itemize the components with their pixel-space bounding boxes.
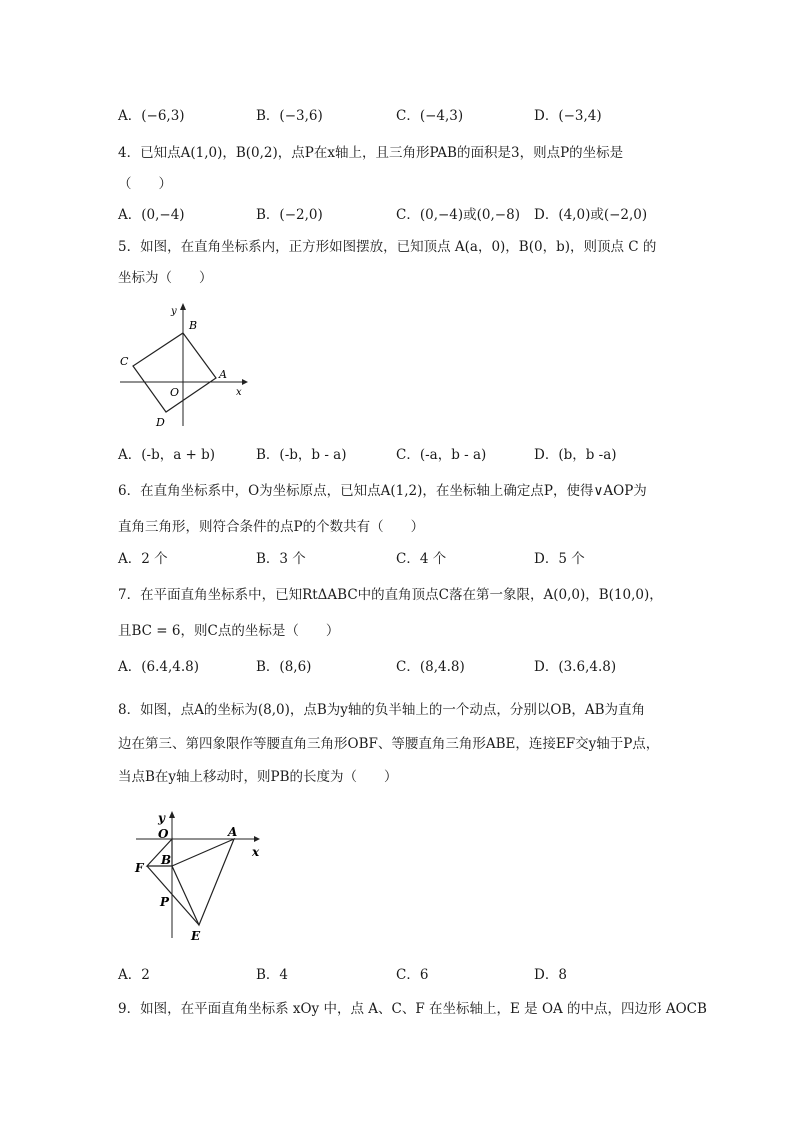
q9-stem-line1: 9．如图，在平面直角坐标系 xOy 中，点 A、C、F 在坐标轴上，E 是 OA 的中点，四边形 AOCB bbox=[118, 1001, 707, 1017]
q8-option-d: D．8 bbox=[534, 967, 567, 983]
q7-stem-line2: 且BC = 6，则C点的坐标是（ ） bbox=[118, 623, 340, 639]
q7-option-a: A．(6.4,4.8) bbox=[118, 659, 200, 675]
q6-option-a: A．2 个 bbox=[118, 551, 168, 567]
q8-label-e: E bbox=[191, 929, 201, 943]
q8-label-b: B bbox=[161, 853, 172, 867]
q4-option-d: D．(4,0)或(−2,0) bbox=[534, 207, 648, 223]
q5-option-d: D．(b，b -a) bbox=[534, 447, 617, 463]
q8-figure-triangles bbox=[128, 808, 268, 943]
q7-stem-line1: 7．在平面直角坐标系中，已知RtΔABC中的直角顶点C落在第一象限，A(0,0)，B(10,0)， bbox=[118, 587, 663, 603]
q5-label-b: B bbox=[189, 319, 198, 332]
q5-label-o: O bbox=[170, 386, 180, 399]
q3-option-b: B．(−3,6) bbox=[256, 108, 323, 124]
q4-option-a: A．(0,−4) bbox=[118, 207, 185, 223]
q5-option-c: C．(-a，b - a) bbox=[396, 447, 487, 463]
q8-label-x: x bbox=[252, 845, 260, 859]
q5-label-a: A bbox=[219, 368, 227, 381]
q5-option-b: B．(-b，b - a) bbox=[256, 447, 347, 463]
q4-stem-line2: （ ） bbox=[118, 176, 172, 192]
q5-y-axis-arrow bbox=[180, 303, 186, 310]
q5-label-x: x bbox=[236, 387, 242, 398]
q8-x-axis-arrow bbox=[254, 836, 260, 842]
q5-option-a: A．(-b，a + b) bbox=[118, 447, 216, 463]
q8-stem-line1: 8．如图，点A的坐标为(8,0)，点B为y轴的负半轴上的一个动点，分别以OB，AB为直角 bbox=[118, 702, 646, 718]
q6-option-c: C．4 个 bbox=[396, 551, 447, 567]
q5-stem-line2: 坐标为（ ） bbox=[118, 270, 213, 286]
q8-label-y: y bbox=[158, 811, 165, 825]
q5-label-y: y bbox=[171, 306, 177, 317]
q6-stem-line2: 直角三角形，则符合条件的点P的个数共有（ ） bbox=[118, 519, 425, 535]
q8-label-a: A bbox=[228, 825, 238, 839]
q5-stem-line1: 5．如图，在直角坐标系内，正方形如图摆放，已知顶点 A(a，0)，B(0，b)，则顶点 C 的 bbox=[118, 239, 657, 255]
q6-option-b: B．3 个 bbox=[256, 551, 306, 567]
q3-option-d: D．(−3,4) bbox=[534, 108, 602, 124]
q8-y-axis-arrow bbox=[169, 811, 175, 818]
q5-square bbox=[133, 333, 216, 412]
q8-label-f: F bbox=[135, 861, 144, 875]
q5-label-c: C bbox=[120, 355, 129, 368]
q8-option-b: B．4 bbox=[256, 967, 289, 983]
q7-option-b: B．(8,6) bbox=[256, 659, 312, 675]
q5-x-axis-arrow bbox=[242, 379, 248, 385]
q8-stem-line2: 边在第三、第四象限作等腰直角三角形OBF、等腰直角三角形ABE，连接EF交y轴于P点， bbox=[118, 736, 660, 752]
q4-stem-line1: 4．已知点A(1,0)，B(0,2)，点P在x轴上，且三角形PAB的面积是3，则点P的坐标是 bbox=[118, 145, 624, 161]
q4-option-b: B．(−2,0) bbox=[256, 207, 323, 223]
q5-label-d: D bbox=[156, 416, 165, 429]
q7-option-d: D．(3.6,4.8) bbox=[534, 659, 617, 675]
q3-option-a: A．(−6,3) bbox=[118, 108, 185, 124]
q8-triangle-abe bbox=[172, 839, 234, 925]
q8-option-c: C．6 bbox=[396, 967, 429, 983]
q8-option-a: A．2 bbox=[118, 967, 150, 983]
q3-option-c: C．(−4,3) bbox=[396, 108, 464, 124]
q8-label-o: O bbox=[158, 827, 169, 841]
q4-option-c: C．(0,−4)或(0,−8) bbox=[396, 207, 520, 223]
q6-option-d: D．5 个 bbox=[534, 551, 585, 567]
q8-label-p: P bbox=[160, 895, 170, 909]
q8-segment-ef bbox=[147, 866, 199, 925]
q5-figure-square bbox=[115, 298, 255, 438]
q6-stem-line1: 6．在直角坐标系中，O为坐标原点，已知点A(1,2)，在坐标轴上确定点P，使得∨AOP为 bbox=[118, 483, 647, 499]
q8-stem-line3: 当点B在y轴上移动时，则PB的长度为（ ） bbox=[118, 769, 398, 785]
q7-option-c: C．(8,4.8) bbox=[396, 659, 465, 675]
